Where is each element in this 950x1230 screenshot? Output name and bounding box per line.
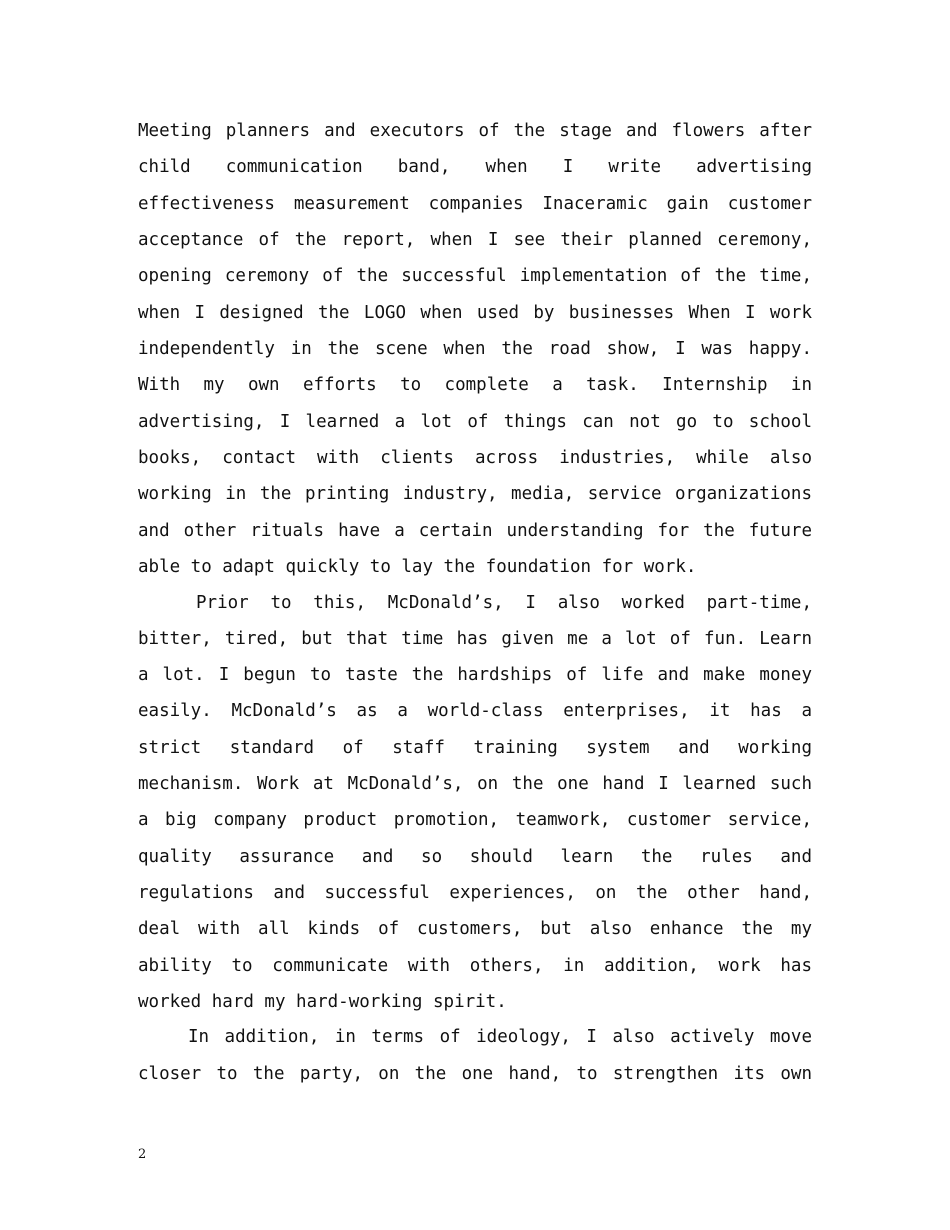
paragraph-line: child communication band, when I write advertising bbox=[138, 157, 812, 177]
paragraph-line: In addition, in terms of ideology, I also actively move bbox=[188, 1027, 812, 1047]
paragraph-line: With my own efforts to complete a task. Internship in bbox=[138, 375, 812, 395]
paragraph-line: books, contact with clients across industries, while also bbox=[138, 448, 812, 468]
paragraph-line: worked hard my hard-working spirit. bbox=[138, 992, 507, 1012]
paragraph-line: mechanism. Work at McDonald’s, on the one hand I learned such bbox=[138, 774, 812, 794]
paragraph-line: a lot. I begun to taste the hardships of life and make money bbox=[138, 665, 812, 685]
paragraph-line: Prior to this, McDonald’s, I also worked part-time, bbox=[196, 593, 812, 613]
paragraph-line: when I designed the LOGO when used by businesses When I work bbox=[138, 303, 812, 323]
paragraph-line: working in the printing industry, media, service organizations bbox=[138, 484, 812, 504]
paragraph-line: deal with all kinds of customers, but also enhance the my bbox=[138, 919, 812, 939]
paragraph-line: easily. McDonald’s as a world-class enterprises, it has a bbox=[138, 701, 812, 721]
paragraph-line: advertising, I learned a lot of things can not go to school bbox=[138, 412, 812, 432]
paragraph-line: effectiveness measurement companies Inaceramic gain customer bbox=[138, 194, 812, 214]
paragraph-line: regulations and successful experiences, on the other hand, bbox=[138, 883, 812, 903]
paragraph-line: Meeting planners and executors of the stage and flowers after bbox=[138, 121, 812, 141]
paragraph-line: opening ceremony of the successful implementation of the time, bbox=[138, 266, 812, 286]
paragraph-line: able to adapt quickly to lay the foundation for work. bbox=[138, 557, 697, 577]
paragraph-line: independently in the scene when the road show, I was happy. bbox=[138, 339, 812, 359]
paragraph-line: closer to the party, on the one hand, to strengthen its own bbox=[138, 1064, 812, 1084]
paragraph-line: quality assurance and so should learn the rules and bbox=[138, 847, 812, 867]
paragraph-line: ability to communicate with others, in addition, work has bbox=[138, 956, 812, 976]
paragraph-line: strict standard of staff training system and working bbox=[138, 738, 812, 758]
paragraph-line: and other rituals have a certain understanding for the future bbox=[138, 521, 812, 541]
paragraph-line: acceptance of the report, when I see their planned ceremony, bbox=[138, 230, 812, 250]
paragraph-line: bitter, tired, but that time has given me a lot of fun. Learn bbox=[138, 629, 812, 649]
page-number: 2 bbox=[138, 1147, 147, 1162]
paragraph-line: a big company product promotion, teamwork, customer service, bbox=[138, 810, 812, 830]
